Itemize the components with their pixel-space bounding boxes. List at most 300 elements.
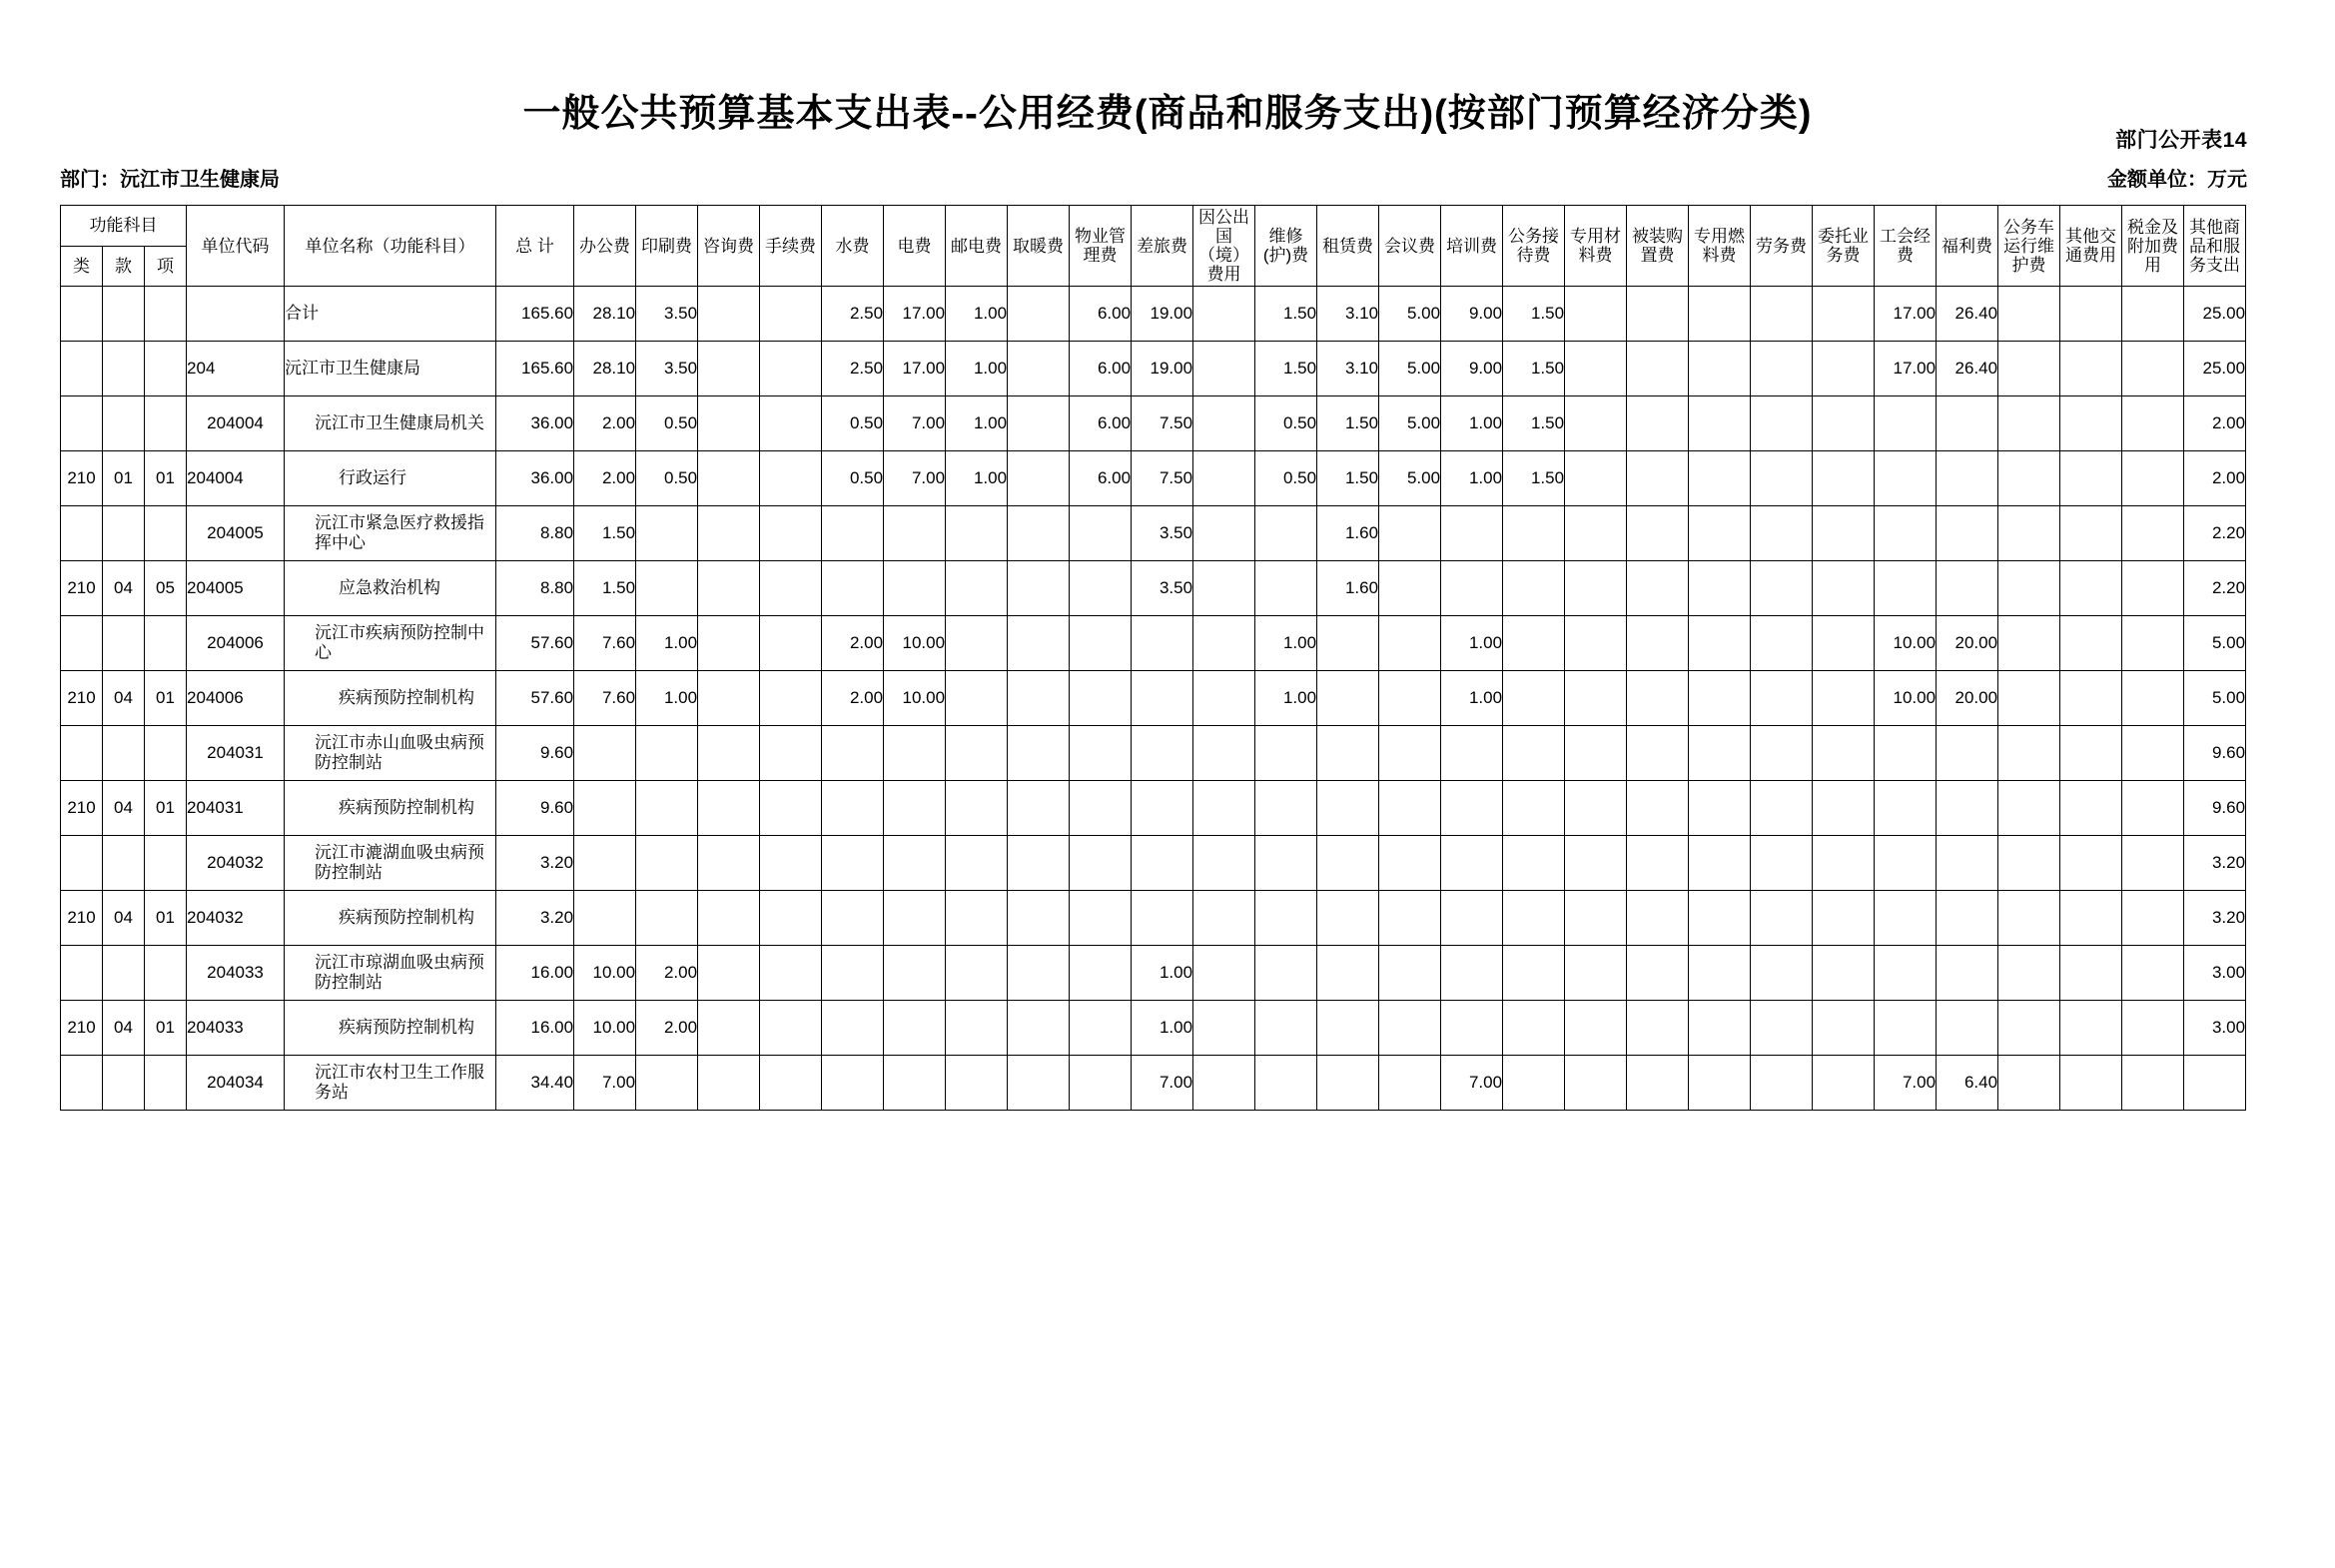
cell-value: 1.60 xyxy=(1317,561,1379,616)
cell-value: 10.00 xyxy=(574,946,636,1001)
cell-value xyxy=(1565,1001,1627,1056)
cell-value xyxy=(698,506,760,561)
cell-value xyxy=(1689,616,1751,671)
cell-value xyxy=(1441,1001,1503,1056)
cell-value xyxy=(946,616,1008,671)
cell-value xyxy=(1193,342,1255,396)
cell-value: 26.40 xyxy=(1937,287,1998,342)
cell-value xyxy=(1937,506,1998,561)
cell-value xyxy=(1070,616,1132,671)
cell-value: 2.50 xyxy=(822,287,884,342)
cell-value xyxy=(1627,287,1689,342)
cell-value: 10.00 xyxy=(574,1001,636,1056)
cell-value xyxy=(760,506,822,561)
cell-unit-name: 行政运行 xyxy=(285,451,496,506)
cell-unit-code: 204034 xyxy=(187,1056,285,1111)
cell-value xyxy=(1751,671,1813,726)
cell-value: 9.60 xyxy=(496,781,574,836)
cell-value xyxy=(2184,1056,2246,1111)
cell-value xyxy=(884,561,946,616)
cell-value xyxy=(636,506,698,561)
cell-value xyxy=(2060,561,2122,616)
cell-value xyxy=(698,836,760,891)
cell-lei xyxy=(61,726,103,781)
cell-value: 10.00 xyxy=(884,616,946,671)
cell-value xyxy=(1503,836,1565,891)
cell-value xyxy=(1008,671,1070,726)
cell-value: 1.00 xyxy=(1132,1001,1193,1056)
cell-value: 9.60 xyxy=(2184,726,2246,781)
cell-value xyxy=(1255,891,1317,946)
cell-value: 1.50 xyxy=(1317,396,1379,451)
cell-value xyxy=(1937,396,1998,451)
cell-value xyxy=(1193,396,1255,451)
cell-value xyxy=(1317,946,1379,1001)
cell-value xyxy=(1751,561,1813,616)
cell-value xyxy=(1008,836,1070,891)
cell-value xyxy=(1193,616,1255,671)
cell-value xyxy=(1875,506,1937,561)
cell-value: 1.00 xyxy=(1441,671,1503,726)
cell-value xyxy=(1813,726,1875,781)
cell-value xyxy=(1937,451,1998,506)
cell-value xyxy=(1317,891,1379,946)
cell-value: 17.00 xyxy=(1875,287,1937,342)
cell-value xyxy=(1565,946,1627,1001)
cell-lei xyxy=(61,287,103,342)
header-col-abroad: 因公出国（境）费用 xyxy=(1193,206,1255,287)
cell-value: 3.50 xyxy=(1132,561,1193,616)
cell-value: 2.00 xyxy=(574,451,636,506)
cell-value xyxy=(1998,287,2060,342)
cell-value xyxy=(1751,946,1813,1001)
cell-value xyxy=(2060,616,2122,671)
cell-value: 17.00 xyxy=(884,287,946,342)
cell-xiang: 01 xyxy=(145,671,187,726)
cell-value: 165.60 xyxy=(496,342,574,396)
cell-value xyxy=(1441,946,1503,1001)
cell-value xyxy=(1070,726,1132,781)
cell-value xyxy=(1193,836,1255,891)
cell-value xyxy=(1689,451,1751,506)
cell-value xyxy=(1627,891,1689,946)
cell-value xyxy=(1132,891,1193,946)
cell-value: 3.20 xyxy=(496,891,574,946)
cell-value xyxy=(1751,1001,1813,1056)
cell-value xyxy=(1937,1001,1998,1056)
cell-value: 3.00 xyxy=(2184,946,2246,1001)
cell-value xyxy=(698,287,760,342)
cell-value xyxy=(1132,726,1193,781)
cell-value: 3.10 xyxy=(1317,342,1379,396)
cell-value: 5.00 xyxy=(1379,451,1441,506)
cell-value xyxy=(1503,946,1565,1001)
header-col-labor: 劳务费 xyxy=(1751,206,1813,287)
cell-unit-name: 沅江市赤山血吸虫病预防控制站 xyxy=(285,726,496,781)
cell-xiang xyxy=(145,836,187,891)
cell-value xyxy=(1751,726,1813,781)
cell-value xyxy=(1070,1056,1132,1111)
cell-value: 0.50 xyxy=(822,396,884,451)
cell-value xyxy=(1689,836,1751,891)
cell-value: 2.00 xyxy=(636,946,698,1001)
header-col-clothing: 被装购置费 xyxy=(1627,206,1689,287)
cell-value xyxy=(1008,1056,1070,1111)
cell-value: 2.20 xyxy=(2184,506,2246,561)
cell-value xyxy=(1008,396,1070,451)
cell-value: 10.00 xyxy=(1875,671,1937,726)
cell-value: 3.20 xyxy=(2184,836,2246,891)
cell-kuan: 04 xyxy=(103,891,145,946)
cell-value xyxy=(1193,781,1255,836)
cell-value xyxy=(1751,616,1813,671)
cell-value xyxy=(1627,396,1689,451)
cell-value: 165.60 xyxy=(496,287,574,342)
cell-value xyxy=(636,836,698,891)
form-number: 部门公开表14 xyxy=(2115,129,2247,152)
cell-xiang: 01 xyxy=(145,781,187,836)
cell-value xyxy=(2122,451,2184,506)
cell-value xyxy=(698,342,760,396)
cell-value: 1.00 xyxy=(636,671,698,726)
cell-value xyxy=(1627,946,1689,1001)
cell-value xyxy=(1627,616,1689,671)
cell-value: 2.20 xyxy=(2184,561,2246,616)
cell-value xyxy=(1751,1056,1813,1111)
header-function-subject: 功能科目 xyxy=(61,206,187,247)
document-page xyxy=(0,82,2335,1568)
cell-value xyxy=(2122,287,2184,342)
cell-kuan xyxy=(103,396,145,451)
cell-kuan xyxy=(103,342,145,396)
cell-value xyxy=(1998,891,2060,946)
cell-value xyxy=(698,726,760,781)
cell-lei xyxy=(61,946,103,1001)
table-row xyxy=(61,781,2314,836)
table-row xyxy=(61,1001,2314,1056)
cell-value: 7.60 xyxy=(574,616,636,671)
cell-value xyxy=(1937,561,1998,616)
cell-value xyxy=(1813,451,1875,506)
cell-value xyxy=(760,671,822,726)
cell-value xyxy=(1813,671,1875,726)
cell-value xyxy=(1255,781,1317,836)
cell-value xyxy=(1998,506,2060,561)
cell-value: 19.00 xyxy=(1132,287,1193,342)
cell-value xyxy=(2060,1001,2122,1056)
budget-table xyxy=(60,205,2314,1111)
cell-value xyxy=(1008,287,1070,342)
cell-value: 7.00 xyxy=(1441,1056,1503,1111)
header-col-travel: 差旅费 xyxy=(1132,206,1193,287)
cell-value: 3.00 xyxy=(2184,1001,2246,1056)
cell-value: 3.20 xyxy=(2184,891,2246,946)
cell-value: 6.40 xyxy=(1937,1056,1998,1111)
cell-xiang xyxy=(145,287,187,342)
cell-value: 28.10 xyxy=(574,342,636,396)
cell-value: 7.00 xyxy=(884,451,946,506)
cell-value xyxy=(698,1056,760,1111)
cell-value xyxy=(1875,836,1937,891)
cell-value xyxy=(1193,891,1255,946)
cell-value: 6.00 xyxy=(1070,342,1132,396)
cell-value xyxy=(1379,671,1441,726)
cell-value xyxy=(1070,506,1132,561)
cell-xiang: 05 xyxy=(145,561,187,616)
cell-value: 6.00 xyxy=(1070,451,1132,506)
cell-value xyxy=(1379,561,1441,616)
cell-value xyxy=(1193,561,1255,616)
header-col-special-fuel: 专用燃料费 xyxy=(1689,206,1751,287)
cell-value xyxy=(1875,451,1937,506)
cell-value xyxy=(1255,836,1317,891)
cell-value: 1.00 xyxy=(1255,616,1317,671)
cell-value xyxy=(1998,946,2060,1001)
cell-unit-code: 204 xyxy=(187,342,285,396)
cell-value: 28.10 xyxy=(574,287,636,342)
cell-value: 5.00 xyxy=(2184,671,2246,726)
cell-value xyxy=(1627,1001,1689,1056)
cell-value xyxy=(1132,836,1193,891)
cell-value: 1.50 xyxy=(1255,342,1317,396)
cell-value xyxy=(822,946,884,1001)
cell-unit-code: 204004 xyxy=(187,451,285,506)
cell-value xyxy=(1255,561,1317,616)
cell-value xyxy=(1813,396,1875,451)
cell-lei xyxy=(61,616,103,671)
header-col-kuan: 款 xyxy=(103,246,145,287)
cell-value xyxy=(1813,287,1875,342)
cell-value xyxy=(2060,946,2122,1001)
cell-value xyxy=(1008,1001,1070,1056)
cell-value: 1.00 xyxy=(1255,671,1317,726)
header-col-lei: 类 xyxy=(61,246,103,287)
cell-value: 5.00 xyxy=(1379,342,1441,396)
cell-unit-code: 204032 xyxy=(187,836,285,891)
cell-value xyxy=(698,946,760,1001)
table-row xyxy=(61,616,2314,671)
cell-value xyxy=(1070,836,1132,891)
cell-value xyxy=(1503,1056,1565,1111)
cell-value xyxy=(2122,891,2184,946)
cell-value xyxy=(1565,616,1627,671)
cell-value xyxy=(1813,1001,1875,1056)
cell-value: 57.60 xyxy=(496,616,574,671)
cell-value xyxy=(1937,946,1998,1001)
cell-value xyxy=(1441,561,1503,616)
cell-value xyxy=(1132,671,1193,726)
cell-value xyxy=(822,836,884,891)
cell-value xyxy=(822,561,884,616)
cell-value xyxy=(760,616,822,671)
cell-value xyxy=(1998,561,2060,616)
cell-value xyxy=(1751,287,1813,342)
header-col-other-goods: 其他商品和服务支出 xyxy=(2184,206,2246,287)
table-row xyxy=(61,287,2314,342)
cell-value xyxy=(2122,946,2184,1001)
cell-value xyxy=(1008,946,1070,1001)
cell-value xyxy=(1813,506,1875,561)
cell-value xyxy=(1689,287,1751,342)
cell-value xyxy=(1317,671,1379,726)
header-unit-code: 单位代码 xyxy=(187,206,285,287)
table-row xyxy=(61,396,2314,451)
cell-lei: 210 xyxy=(61,781,103,836)
cell-unit-name: 疾病预防控制机构 xyxy=(285,781,496,836)
cell-value: 3.50 xyxy=(636,342,698,396)
cell-value xyxy=(1008,451,1070,506)
header-col-electricity: 电费 xyxy=(884,206,946,287)
cell-value xyxy=(1813,836,1875,891)
cell-value: 3.20 xyxy=(496,836,574,891)
cell-lei xyxy=(61,396,103,451)
cell-value xyxy=(1998,342,2060,396)
cell-value: 10.00 xyxy=(884,671,946,726)
cell-lei: 210 xyxy=(61,1001,103,1056)
cell-kuan xyxy=(103,506,145,561)
cell-value xyxy=(884,726,946,781)
cell-value xyxy=(822,726,884,781)
cell-kuan xyxy=(103,726,145,781)
cell-value xyxy=(884,946,946,1001)
cell-value xyxy=(1813,561,1875,616)
header-col-total: 总 计 xyxy=(496,206,574,287)
cell-value: 5.00 xyxy=(2184,616,2246,671)
cell-value: 20.00 xyxy=(1937,671,1998,726)
cell-value: 7.50 xyxy=(1132,396,1193,451)
cell-value xyxy=(1565,506,1627,561)
cell-unit-code: 204006 xyxy=(187,616,285,671)
cell-xiang xyxy=(145,616,187,671)
cell-value xyxy=(2060,671,2122,726)
header-col-property: 物业管理费 xyxy=(1070,206,1132,287)
table-row xyxy=(61,561,2314,616)
cell-value xyxy=(760,891,822,946)
cell-value: 2.00 xyxy=(574,396,636,451)
header-col-training: 培训费 xyxy=(1441,206,1503,287)
cell-value xyxy=(1689,561,1751,616)
header-col-post: 邮电费 xyxy=(946,206,1008,287)
cell-value xyxy=(1813,616,1875,671)
cell-value xyxy=(2122,1001,2184,1056)
cell-value xyxy=(1627,726,1689,781)
cell-value xyxy=(1441,781,1503,836)
table-body xyxy=(61,287,2314,1111)
table-row xyxy=(61,1056,2314,1111)
cell-value xyxy=(1379,891,1441,946)
cell-value xyxy=(760,1056,822,1111)
cell-value xyxy=(1070,891,1132,946)
cell-value xyxy=(760,287,822,342)
cell-kuan: 04 xyxy=(103,1001,145,1056)
cell-value: 34.40 xyxy=(496,1056,574,1111)
cell-value xyxy=(1132,616,1193,671)
cell-value xyxy=(1565,451,1627,506)
cell-value xyxy=(698,451,760,506)
cell-value xyxy=(1379,726,1441,781)
cell-value xyxy=(1689,891,1751,946)
header-col-union: 工会经费 xyxy=(1875,206,1937,287)
cell-value xyxy=(1998,396,2060,451)
cell-value: 1.50 xyxy=(1503,342,1565,396)
cell-value: 1.00 xyxy=(1441,616,1503,671)
cell-value xyxy=(1317,726,1379,781)
cell-value xyxy=(760,781,822,836)
cell-value xyxy=(884,891,946,946)
cell-value: 2.00 xyxy=(2184,451,2246,506)
cell-value: 9.60 xyxy=(2184,781,2246,836)
cell-value xyxy=(1317,616,1379,671)
cell-value: 1.50 xyxy=(1503,396,1565,451)
cell-value xyxy=(574,781,636,836)
cell-value: 16.00 xyxy=(496,946,574,1001)
cell-xiang xyxy=(145,726,187,781)
cell-xiang: 01 xyxy=(145,1001,187,1056)
cell-unit-code: 204033 xyxy=(187,946,285,1001)
cell-value: 1.50 xyxy=(574,506,636,561)
cell-value: 25.00 xyxy=(2184,287,2246,342)
cell-value xyxy=(1565,671,1627,726)
cell-value xyxy=(1008,342,1070,396)
cell-value xyxy=(1070,671,1132,726)
cell-value: 9.00 xyxy=(1441,342,1503,396)
cell-value: 7.00 xyxy=(1132,1056,1193,1111)
table-row xyxy=(61,946,2314,1001)
cell-xiang xyxy=(145,396,187,451)
cell-value xyxy=(1627,561,1689,616)
cell-value xyxy=(946,781,1008,836)
cell-lei xyxy=(61,342,103,396)
cell-unit-code: 204005 xyxy=(187,561,285,616)
cell-value xyxy=(698,671,760,726)
cell-value xyxy=(760,561,822,616)
cell-value xyxy=(1008,616,1070,671)
cell-unit-code: 204005 xyxy=(187,506,285,561)
table-row xyxy=(61,891,2314,946)
cell-value xyxy=(822,1056,884,1111)
cell-value: 20.00 xyxy=(1937,616,1998,671)
header-col-commissioned: 委托业务费 xyxy=(1813,206,1875,287)
table-row xyxy=(61,671,2314,726)
cell-value xyxy=(760,342,822,396)
cell-value xyxy=(1875,891,1937,946)
cell-value xyxy=(1008,726,1070,781)
cell-unit-name: 沅江市卫生健康局 xyxy=(285,342,496,396)
cell-value xyxy=(1503,726,1565,781)
cell-value: 1.50 xyxy=(574,561,636,616)
cell-value: 36.00 xyxy=(496,451,574,506)
cell-value xyxy=(698,781,760,836)
header-unit-name: 单位名称（功能科目） xyxy=(285,206,496,287)
cell-value xyxy=(698,396,760,451)
cell-value xyxy=(946,836,1008,891)
cell-value xyxy=(822,891,884,946)
cell-value xyxy=(1503,1001,1565,1056)
cell-xiang xyxy=(145,946,187,1001)
cell-unit-code: 204031 xyxy=(187,781,285,836)
cell-value: 1.00 xyxy=(946,451,1008,506)
table-row xyxy=(61,342,2314,396)
header-col-vehicle: 公务车运行维护费 xyxy=(1998,206,2060,287)
cell-value xyxy=(2060,396,2122,451)
cell-unit-name: 沅江市卫生健康局机关 xyxy=(285,396,496,451)
cell-value xyxy=(1937,836,1998,891)
cell-value xyxy=(1441,726,1503,781)
cell-value xyxy=(1317,1001,1379,1056)
cell-value xyxy=(884,836,946,891)
cell-value xyxy=(946,506,1008,561)
header-col-meeting: 会议费 xyxy=(1379,206,1441,287)
